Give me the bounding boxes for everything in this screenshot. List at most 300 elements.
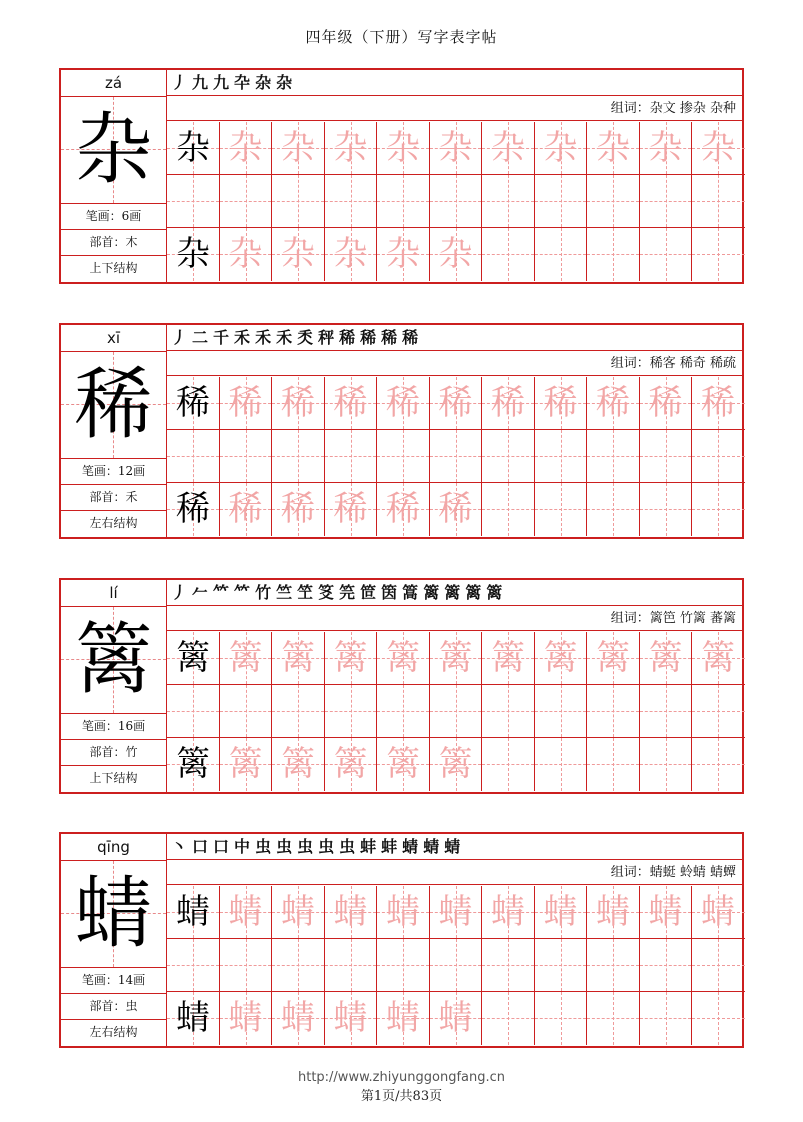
- stroke-step: 筃: [381, 583, 398, 602]
- stroke-step: 稀: [360, 328, 377, 347]
- radical-label: 部首：禾: [61, 485, 166, 511]
- trace-glyph: 篱: [386, 638, 420, 678]
- stroke-step: 蚌: [381, 837, 398, 856]
- trace-glyph: 杂: [281, 128, 315, 168]
- trace-glyph: 篱: [333, 744, 368, 784]
- trace-glyph: 篱: [333, 638, 368, 678]
- writing-cell[interactable]: [325, 430, 378, 483]
- footer-url[interactable]: http://www.zhiyunggongfang.cn: [297, 1070, 505, 1085]
- trace-glyph: 杂: [438, 234, 473, 274]
- stroke-step: 篱: [465, 583, 482, 602]
- writing-cell[interactable]: [640, 483, 693, 536]
- writing-cell[interactable]: [220, 632, 273, 685]
- writing-cell[interactable]: [482, 738, 535, 791]
- stroke-step: 口: [192, 837, 209, 856]
- character-block: [59, 832, 744, 1048]
- footer: [0, 1070, 803, 1104]
- writing-cell[interactable]: [430, 430, 483, 483]
- writing-cell[interactable]: [167, 685, 220, 738]
- writing-cell[interactable]: [482, 430, 535, 483]
- writing-cell[interactable]: [430, 632, 483, 685]
- writing-cell[interactable]: [587, 632, 640, 685]
- trace-glyph: 稀: [333, 489, 368, 529]
- writing-cell[interactable]: [482, 483, 535, 536]
- writing-cell[interactable]: [430, 738, 483, 791]
- writing-cell[interactable]: [167, 228, 220, 281]
- stroke-order-row: [167, 70, 742, 96]
- character-info-panel: [61, 325, 167, 537]
- writing-cell[interactable]: [692, 122, 745, 175]
- trace-glyph: 蜻: [386, 998, 420, 1038]
- writing-cell[interactable]: [325, 992, 378, 1045]
- writing-cell[interactable]: [377, 632, 430, 685]
- stroke-step: 蚌: [360, 837, 377, 856]
- writing-cell[interactable]: [482, 377, 535, 430]
- stroke-step: 丿: [171, 583, 188, 602]
- writing-cell[interactable]: [377, 939, 430, 992]
- writing-cell[interactable]: [220, 175, 273, 228]
- trace-glyph: 杂: [333, 128, 368, 168]
- word-list: 蜻蜓 蛉蜻 蜻蟫: [649, 865, 736, 880]
- writing-cell[interactable]: [535, 992, 588, 1045]
- structure-label: 左右结构: [89, 1025, 138, 1039]
- trace-glyph: 杂: [438, 128, 473, 168]
- stroke-step: 笎: [339, 583, 356, 602]
- writing-cell[interactable]: [272, 228, 325, 281]
- writing-cell[interactable]: [167, 632, 220, 685]
- writing-cell[interactable]: [220, 992, 273, 1045]
- writing-cell[interactable]: [430, 992, 483, 1045]
- trace-glyph: 稀: [648, 383, 683, 423]
- trace-glyph: 蜻: [648, 892, 683, 932]
- trace-glyph: 稀: [386, 383, 420, 423]
- stroke-step: 丶: [171, 837, 188, 856]
- writing-cell[interactable]: [535, 175, 588, 228]
- trace-glyph: 杂: [386, 128, 420, 168]
- practice-grid-area: [167, 580, 742, 792]
- writing-cell[interactable]: [430, 377, 483, 430]
- writing-cell[interactable]: [535, 122, 588, 175]
- model-glyph: 蜻: [176, 998, 210, 1038]
- stroke-step: 秂: [297, 328, 314, 347]
- trace-glyph: 杂: [543, 128, 578, 168]
- writing-cell[interactable]: [482, 992, 535, 1045]
- stroke-step: 九: [192, 73, 209, 92]
- stroke-count-label: 笔画：12画: [61, 459, 166, 485]
- writing-cell[interactable]: [167, 377, 220, 430]
- trace-glyph: 篱: [281, 638, 315, 678]
- trace-glyph: 蜻: [333, 892, 368, 932]
- trace-glyph: 稀: [596, 383, 630, 423]
- trace-glyph: 篱: [228, 744, 263, 784]
- stroke-step: 竺: [276, 583, 293, 602]
- model-character-box: [61, 607, 166, 714]
- stroke-step: 虫: [276, 837, 293, 856]
- stroke-step: 笸: [360, 583, 377, 602]
- model-character: 篱: [74, 615, 153, 705]
- writing-cell[interactable]: [377, 122, 430, 175]
- word-list: 篱笆 竹篱 蕃篱: [649, 611, 736, 626]
- trace-glyph: 稀: [438, 383, 473, 423]
- stroke-step: 禾: [276, 328, 293, 347]
- writing-cell[interactable]: [220, 377, 273, 430]
- stroke-step: 杂: [276, 73, 293, 92]
- pinyin-label: zá: [61, 70, 166, 97]
- writing-cell[interactable]: [430, 483, 483, 536]
- trace-glyph: 稀: [543, 383, 578, 423]
- writing-cell[interactable]: [692, 886, 745, 939]
- trace-glyph: 稀: [491, 383, 525, 423]
- writing-cell[interactable]: [482, 228, 535, 281]
- model-glyph: 稀: [176, 489, 210, 529]
- trace-glyph: 稀: [438, 489, 473, 529]
- trace-glyph: 篱: [281, 744, 315, 784]
- writing-cell[interactable]: [587, 430, 640, 483]
- writing-cell[interactable]: [272, 122, 325, 175]
- writing-cell[interactable]: [272, 175, 325, 228]
- writing-cell[interactable]: [167, 886, 220, 939]
- words-prefix: 组词：: [610, 101, 650, 116]
- writing-cell[interactable]: [535, 430, 588, 483]
- stroke-step: 竹: [255, 583, 272, 602]
- writing-cell[interactable]: [535, 738, 588, 791]
- writing-cell[interactable]: [272, 738, 325, 791]
- stroke-step: 篙: [402, 583, 419, 602]
- writing-cell[interactable]: [272, 886, 325, 939]
- writing-cell[interactable]: [272, 939, 325, 992]
- trace-glyph: 稀: [701, 383, 735, 423]
- model-character-box: [61, 861, 166, 968]
- writing-cell[interactable]: [535, 939, 588, 992]
- model-glyph: 杂: [176, 128, 210, 168]
- writing-cell[interactable]: [535, 483, 588, 536]
- stroke-step: 稀: [381, 328, 398, 347]
- trace-glyph: 杂: [333, 234, 368, 274]
- stroke-step: 禾: [255, 328, 272, 347]
- writing-cell[interactable]: [220, 685, 273, 738]
- stroke-count-label: 笔画：14画: [61, 968, 166, 994]
- writing-cell[interactable]: [587, 175, 640, 228]
- structure-label: 左右结构: [89, 516, 138, 530]
- trace-glyph: 杂: [228, 128, 263, 168]
- trace-glyph: 蜻: [386, 892, 420, 932]
- word-examples: [167, 607, 742, 631]
- pinyin-label: xī: [61, 325, 166, 352]
- writing-cell[interactable]: [692, 483, 745, 536]
- trace-glyph: 杂: [596, 128, 630, 168]
- writing-cell[interactable]: [430, 228, 483, 281]
- stroke-step: 稀: [402, 328, 419, 347]
- trace-glyph: 篱: [701, 638, 735, 678]
- character-info-panel: [61, 580, 167, 792]
- writing-cell[interactable]: [167, 939, 220, 992]
- writing-cell[interactable]: [325, 632, 378, 685]
- model-character: 杂: [74, 105, 153, 195]
- model-glyph: 稀: [176, 383, 210, 423]
- words-prefix: 组词：: [610, 356, 650, 371]
- model-glyph: 蜻: [176, 892, 210, 932]
- stroke-count-label: 笔画：6画: [61, 204, 166, 230]
- writing-cell[interactable]: [167, 175, 220, 228]
- trace-glyph: 蜻: [438, 998, 473, 1038]
- character-block: [59, 323, 744, 539]
- writing-cell[interactable]: [377, 377, 430, 430]
- trace-glyph: 篱: [386, 744, 420, 784]
- trace-glyph: 稀: [228, 489, 263, 529]
- writing-cell[interactable]: [377, 685, 430, 738]
- stroke-step: 蜻: [444, 837, 461, 856]
- trace-glyph: 蜻: [228, 998, 263, 1038]
- stroke-order-row: [167, 325, 742, 351]
- trace-glyph: 篱: [648, 638, 683, 678]
- writing-cell[interactable]: [220, 738, 273, 791]
- writing-cell[interactable]: [430, 175, 483, 228]
- writing-cell[interactable]: [377, 886, 430, 939]
- writing-cell[interactable]: [430, 122, 483, 175]
- structure-label: 上下结构: [89, 771, 138, 785]
- writing-cell[interactable]: [220, 886, 273, 939]
- trace-glyph: 蜻: [543, 892, 578, 932]
- stroke-count-label: 笔画：16画: [61, 714, 166, 740]
- trace-glyph: 篱: [596, 638, 630, 678]
- writing-cell[interactable]: [692, 430, 745, 483]
- writing-cell[interactable]: [640, 685, 693, 738]
- writing-cell[interactable]: [377, 175, 430, 228]
- writing-cell[interactable]: [220, 228, 273, 281]
- writing-cell[interactable]: [482, 632, 535, 685]
- trace-glyph: 杂: [386, 234, 420, 274]
- pinyin-label: qīng: [61, 834, 166, 861]
- page-counter: 第1页/共83页: [360, 1089, 443, 1104]
- writing-cell[interactable]: [167, 992, 220, 1045]
- writing-cell[interactable]: [430, 939, 483, 992]
- writing-cell[interactable]: [482, 939, 535, 992]
- writing-cell[interactable]: [272, 685, 325, 738]
- writing-cell[interactable]: [640, 886, 693, 939]
- writing-cell[interactable]: [535, 228, 588, 281]
- trace-glyph: 篱: [438, 744, 473, 784]
- stroke-step: 篱: [423, 583, 440, 602]
- word-examples: [167, 861, 742, 885]
- writing-cell[interactable]: [325, 228, 378, 281]
- model-character: 蜻: [74, 869, 153, 959]
- writing-cell[interactable]: [692, 685, 745, 738]
- trace-glyph: 杂: [281, 234, 315, 274]
- writing-cell[interactable]: [167, 738, 220, 791]
- trace-glyph: 蜻: [281, 998, 315, 1038]
- stroke-step: 九: [213, 73, 230, 92]
- writing-cell[interactable]: [220, 939, 273, 992]
- writing-cell[interactable]: [692, 175, 745, 228]
- stroke-step: 蜻: [423, 837, 440, 856]
- writing-cell[interactable]: [377, 430, 430, 483]
- stroke-step: 杂: [255, 73, 272, 92]
- writing-cell[interactable]: [587, 992, 640, 1045]
- model-character: 稀: [74, 360, 153, 450]
- practice-grid-area: [167, 834, 742, 1046]
- stroke-step: 虫: [255, 837, 272, 856]
- words-prefix: 组词：: [610, 865, 650, 880]
- radical-label: 部首：竹: [61, 740, 166, 766]
- writing-cell[interactable]: [377, 228, 430, 281]
- writing-cell[interactable]: [482, 122, 535, 175]
- writing-cell[interactable]: [535, 377, 588, 430]
- word-examples: [167, 352, 742, 376]
- writing-cell[interactable]: [325, 377, 378, 430]
- stroke-step: 𠂉: [192, 583, 209, 602]
- trace-glyph: 稀: [333, 383, 368, 423]
- writing-cell[interactable]: [220, 430, 273, 483]
- trace-glyph: 蜻: [438, 892, 473, 932]
- writing-cell[interactable]: [640, 175, 693, 228]
- writing-cell[interactable]: [640, 228, 693, 281]
- practice-grid-area: [167, 70, 742, 282]
- writing-cell[interactable]: [640, 738, 693, 791]
- writing-cell[interactable]: [587, 886, 640, 939]
- writing-cell[interactable]: [535, 632, 588, 685]
- stroke-step: 卆: [234, 73, 251, 92]
- writing-cell[interactable]: [272, 483, 325, 536]
- writing-cell[interactable]: [482, 175, 535, 228]
- trace-glyph: 稀: [281, 383, 315, 423]
- writing-cell[interactable]: [640, 992, 693, 1045]
- trace-glyph: 篱: [228, 638, 263, 678]
- writing-cell[interactable]: [535, 886, 588, 939]
- writing-cell[interactable]: [692, 377, 745, 430]
- stroke-step: 笅: [318, 583, 335, 602]
- writing-cell[interactable]: [587, 738, 640, 791]
- writing-cell[interactable]: [587, 228, 640, 281]
- stroke-step: 丿: [171, 328, 188, 347]
- writing-cell[interactable]: [325, 175, 378, 228]
- writing-cell[interactable]: [272, 992, 325, 1045]
- structure-label: 上下结构: [89, 261, 138, 275]
- stroke-step: 虫: [297, 837, 314, 856]
- stroke-step: 篱: [486, 583, 503, 602]
- writing-cell[interactable]: [587, 685, 640, 738]
- stroke-step: 千: [213, 328, 230, 347]
- writing-cell[interactable]: [377, 483, 430, 536]
- writing-cell[interactable]: [325, 939, 378, 992]
- stroke-step: 虫: [339, 837, 356, 856]
- stroke-step: 秤: [318, 328, 335, 347]
- page-title: 四年级（下册）写字表字帖: [305, 28, 498, 46]
- stroke-step: 𥫗: [234, 583, 251, 602]
- writing-cell[interactable]: [377, 992, 430, 1045]
- model-glyph: 篱: [176, 744, 210, 784]
- trace-glyph: 杂: [701, 128, 735, 168]
- trace-glyph: 稀: [228, 383, 263, 423]
- writing-cell[interactable]: [640, 430, 693, 483]
- writing-cell[interactable]: [272, 377, 325, 430]
- stroke-step: 𥫗: [213, 583, 230, 602]
- writing-cell[interactable]: [167, 430, 220, 483]
- radical-label: 部首：虫: [61, 994, 166, 1020]
- pinyin-label: lí: [61, 580, 166, 607]
- stroke-step: 二: [192, 328, 209, 347]
- stroke-order-row: [167, 580, 742, 606]
- writing-cell[interactable]: [325, 738, 378, 791]
- writing-cell[interactable]: [692, 939, 745, 992]
- writing-cell[interactable]: [692, 738, 745, 791]
- character-block: [59, 68, 744, 284]
- writing-cell[interactable]: [587, 122, 640, 175]
- writing-cell[interactable]: [587, 377, 640, 430]
- model-character-box: [61, 352, 166, 459]
- word-examples: [167, 97, 742, 121]
- trace-glyph: 杂: [491, 128, 525, 168]
- trace-glyph: 蜻: [596, 892, 630, 932]
- trace-glyph: 蜻: [228, 892, 263, 932]
- trace-glyph: 杂: [228, 234, 263, 274]
- trace-glyph: 篱: [438, 638, 473, 678]
- writing-cell[interactable]: [587, 483, 640, 536]
- writing-cell[interactable]: [640, 377, 693, 430]
- writing-cell[interactable]: [167, 483, 220, 536]
- trace-glyph: 稀: [386, 489, 420, 529]
- stroke-step: 虫: [318, 837, 335, 856]
- writing-cell[interactable]: [640, 122, 693, 175]
- model-character-box: [61, 97, 166, 204]
- writing-cell[interactable]: [482, 886, 535, 939]
- character-info-panel: [61, 70, 167, 282]
- writing-cell[interactable]: [535, 685, 588, 738]
- practice-grid-area: [167, 325, 742, 537]
- writing-cell[interactable]: [430, 685, 483, 738]
- stroke-step: 篱: [444, 583, 461, 602]
- writing-cell[interactable]: [377, 738, 430, 791]
- writing-cell[interactable]: [167, 122, 220, 175]
- writing-cell[interactable]: [692, 228, 745, 281]
- writing-cell[interactable]: [272, 430, 325, 483]
- writing-cell[interactable]: [325, 122, 378, 175]
- writing-cell[interactable]: [325, 886, 378, 939]
- stroke-step: 笁: [297, 583, 314, 602]
- trace-glyph: 蜻: [491, 892, 525, 932]
- stroke-step: 口: [213, 837, 230, 856]
- stroke-step: 稀: [339, 328, 356, 347]
- character-block: [59, 578, 744, 794]
- stroke-step: 中: [234, 837, 251, 856]
- writing-cell[interactable]: [325, 685, 378, 738]
- writing-cell[interactable]: [640, 632, 693, 685]
- writing-cell[interactable]: [325, 483, 378, 536]
- trace-glyph: 杂: [648, 128, 683, 168]
- writing-cell[interactable]: [482, 685, 535, 738]
- model-glyph: 篱: [176, 638, 210, 678]
- trace-glyph: 稀: [281, 489, 315, 529]
- writing-cell[interactable]: [587, 939, 640, 992]
- stroke-step: 丿: [171, 73, 188, 92]
- trace-glyph: 蜻: [333, 998, 368, 1038]
- stroke-order-row: [167, 834, 742, 860]
- model-glyph: 杂: [176, 234, 210, 274]
- writing-cell[interactable]: [692, 992, 745, 1045]
- radical-label: 部首：木: [61, 230, 166, 256]
- writing-cell[interactable]: [692, 632, 745, 685]
- writing-cell[interactable]: [640, 939, 693, 992]
- writing-cell[interactable]: [430, 886, 483, 939]
- word-list: 杂文 掺杂 杂种: [649, 101, 736, 116]
- writing-cell[interactable]: [272, 632, 325, 685]
- trace-glyph: 蜻: [701, 892, 735, 932]
- trace-glyph: 蜻: [281, 892, 315, 932]
- character-info-panel: [61, 834, 167, 1046]
- trace-glyph: 篱: [491, 638, 525, 678]
- writing-cell[interactable]: [220, 122, 273, 175]
- stroke-step: 蜻: [402, 837, 419, 856]
- writing-cell[interactable]: [220, 483, 273, 536]
